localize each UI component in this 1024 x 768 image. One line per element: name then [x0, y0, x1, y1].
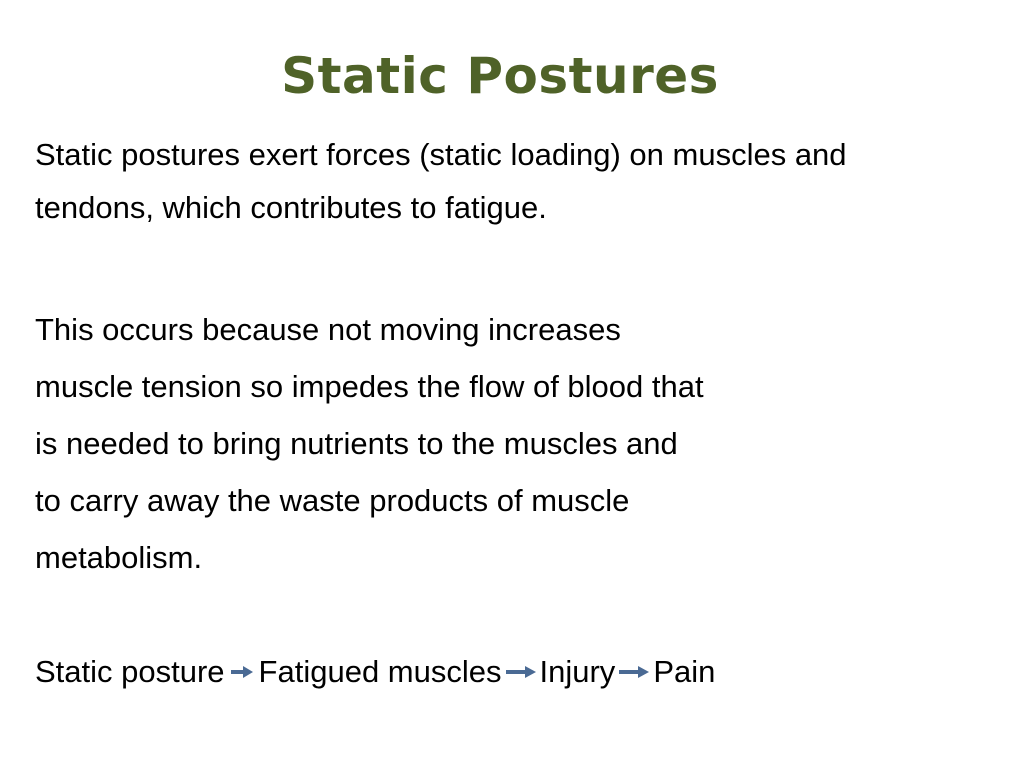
slide-title: Static Postures: [281, 47, 719, 105]
flow-step-pain: Pain: [653, 654, 716, 689]
right-arrow-icon: [504, 662, 538, 682]
paragraph-line: Static postures exert forces (static loading) on muscles and: [35, 137, 847, 172]
flow-step-static-posture: Static posture: [35, 654, 225, 689]
paragraph-line: is needed to bring nutrients to the muscles and: [35, 426, 678, 461]
right-arrow-icon: [227, 662, 257, 682]
flow-step-injury: Injury: [539, 654, 616, 689]
paragraph-line: This occurs because not moving increases: [35, 312, 621, 347]
flow-step-fatigued-muscles: Fatigued muscles: [258, 654, 502, 689]
paragraph-line: tendons, which contributes to fatigue.: [35, 190, 547, 225]
right-arrow-icon: [617, 662, 651, 682]
paragraph-static-loading: [35, 128, 995, 234]
paragraph-line: muscle tension so impedes the flow of blood that: [35, 369, 704, 404]
paragraph-line: metabolism.: [35, 540, 203, 575]
paragraph-explanation: [35, 301, 995, 586]
cause-effect-flow: [35, 646, 715, 698]
paragraph-line: to carry away the waste products of muscle: [35, 483, 630, 518]
